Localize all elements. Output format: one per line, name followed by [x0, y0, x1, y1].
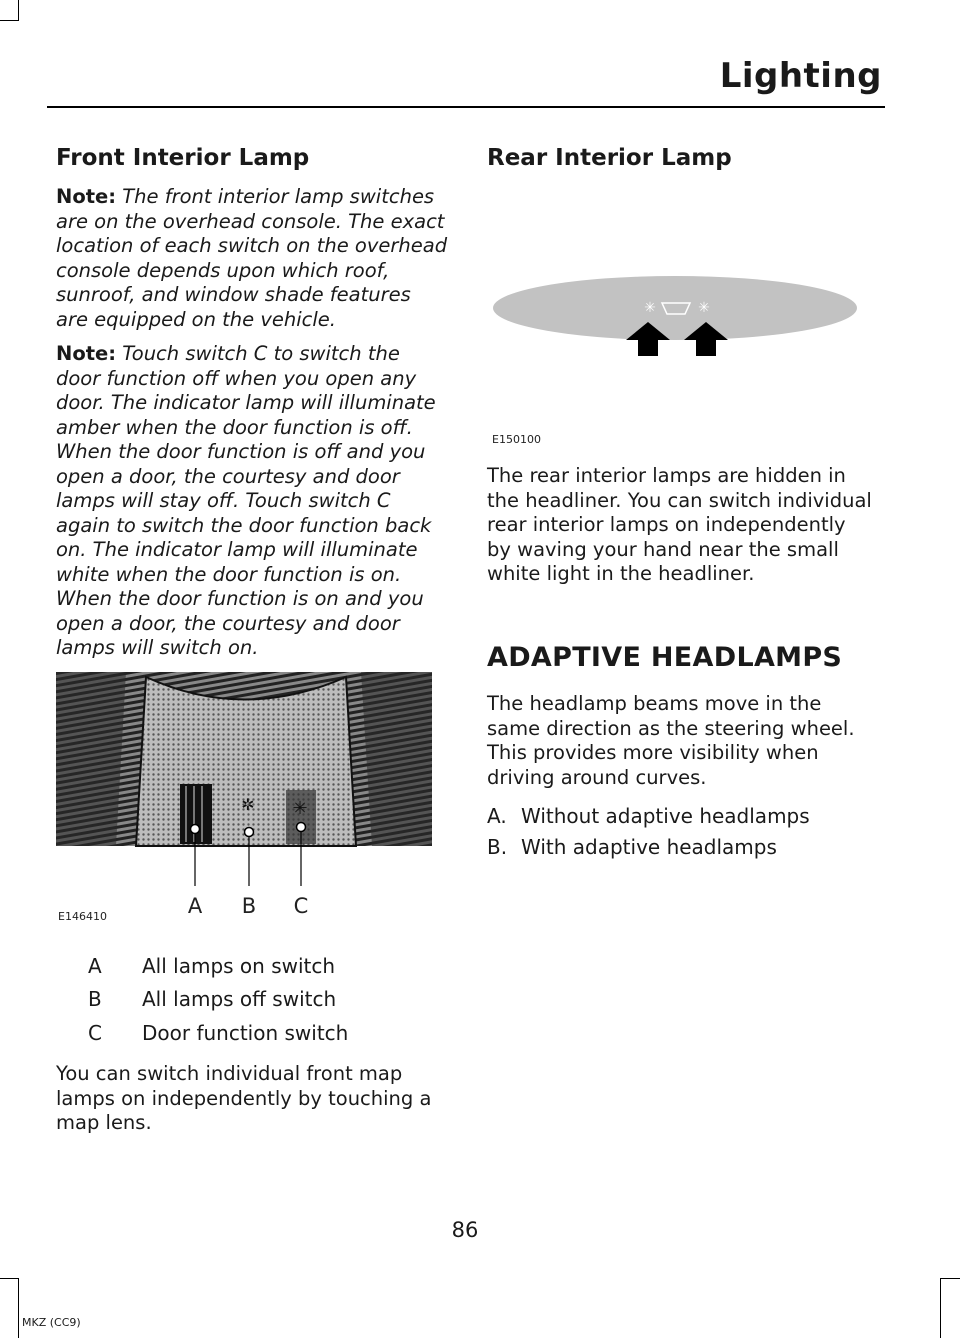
page-number: 86 — [451, 1218, 479, 1242]
legend-letter: C — [88, 1020, 102, 1045]
overhead-console-figure — [56, 672, 432, 930]
callout-b: B — [241, 894, 257, 918]
callout-c: C — [293, 894, 309, 918]
all-off-icon: ✲ — [241, 795, 255, 814]
console-panel — [136, 677, 356, 846]
rear-lamp-heading: Rear Interior Lamp — [487, 145, 732, 171]
headliner-ellipse — [493, 276, 857, 340]
note-label: Note: — [56, 342, 117, 365]
page-title: Lighting — [719, 56, 882, 96]
rear-lamp-section — [487, 145, 867, 185]
list-letter: A. — [487, 803, 507, 828]
front-lamp-section — [56, 145, 448, 671]
note-door-function — [56, 342, 448, 661]
crop-mark-bottom-right — [940, 1278, 960, 1338]
adaptive-headlamps-text: The headlamp beams move in the same direction as the steering wheel. This provides more visibility when driving around curves. — [487, 692, 855, 789]
front-map-lamp-text: You can switch individual front map lamps on independently by touching a map lens. — [56, 1062, 432, 1134]
list-item — [487, 800, 810, 831]
list-text: Without adaptive headlamps — [521, 803, 810, 828]
legend-letter: A — [88, 953, 102, 978]
legend-row — [88, 1016, 348, 1050]
crop-mark-bottom-left — [0, 1278, 19, 1338]
switch-legend — [88, 949, 348, 1050]
legend-row — [88, 949, 348, 983]
figure-code: E146410 — [58, 910, 107, 923]
note-text: The front interior lamp switches are on the overhead console. The exact location of each switch on the overhead console depends upon which roof, sunroof, and window shade features are equipped on the vehicle. — [56, 185, 448, 331]
figure-code: E150100 — [492, 433, 541, 446]
rear-lamp-text: The rear interior lamps are hidden in the headliner. You can switch individual rear interior lamps on independently by waving your hand near the small white light in the headliner. — [487, 464, 872, 585]
model-code: MKZ (CC9) — [22, 1316, 81, 1329]
legend-text: All lamps on switch — [142, 953, 336, 978]
note-label: Note: — [56, 185, 117, 208]
door-function-icon: ✳ — [292, 798, 308, 819]
lamp-icon: ✳ — [698, 300, 710, 316]
adaptive-list — [487, 800, 810, 862]
list-text: With adaptive headlamps — [521, 834, 777, 859]
lamp-icon: ✳ — [644, 300, 656, 316]
rear-lamp-figure — [490, 272, 865, 450]
crop-mark-top-left — [0, 0, 19, 21]
callout-a: A — [187, 894, 203, 918]
legend-row — [88, 983, 348, 1017]
front-lamp-heading: Front Interior Lamp — [56, 145, 310, 171]
legend-text: All lamps off switch — [142, 987, 337, 1012]
note-console — [56, 185, 448, 332]
all-on-switch — [180, 784, 212, 844]
legend-text: Door function switch — [142, 1020, 349, 1045]
list-letter: B. — [487, 834, 508, 859]
list-item — [487, 831, 810, 862]
note-text: Touch switch C to switch the door function off when you open any door. The indicator lamp will illuminate amber when the door function is off. When the door function is off and you open a door, the courtesy and door lamps will stay off. Touch switch C again to switch the door function back on. The indicator lamp will illuminate white when the door function is on. When the door function is on and you open a door, the courtesy and door lamps will switch on. — [56, 342, 436, 659]
legend-letter: B — [88, 987, 102, 1012]
header-divider — [47, 106, 885, 108]
adaptive-headlamps-heading: ADAPTIVE HEADLAMPS — [487, 642, 843, 673]
